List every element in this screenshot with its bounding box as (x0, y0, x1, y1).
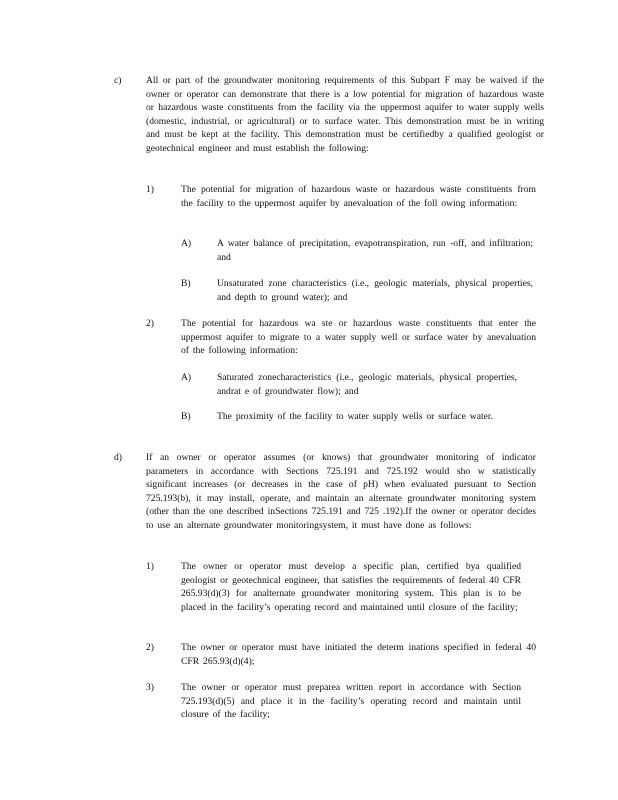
para-d-label: d) (114, 452, 122, 463)
para-c2-text: The potential for hazardous wa ste or hazardous waste constituents that enter the uppermost aquifer to migrate to a water supply well or surface water by anevaluation of the following information: (181, 318, 536, 357)
para-c-label: c) (114, 75, 122, 86)
para-d1-label: 1) (146, 561, 154, 572)
para-c1-text: The potential for migration of hazardous waste or hazardous waste constituents from the facility to the uppermost aquifer by anevaluation of the foll owing information: (181, 184, 536, 209)
para-c1b-text: Unsaturated zone characteristics (i.e., geologic materials, physical properties, and depth to ground water); and (217, 278, 533, 303)
para-c2-label: 2) (146, 318, 154, 329)
para-d2-text: The owner or operator must have initiated the determ inations specified in federal 40 CFR 265.93(d)(4); (181, 642, 536, 667)
para-c1a-label: A) (181, 238, 192, 249)
para-d3-text: The owner or operator must preparea written report in accordance with Section 725.193(d)(5) and place it in the facility’s operating record and maintain until closure of the facility; (181, 682, 521, 721)
para-d1-text: The owner or operator must develop a specific plan, certified bya qualified geologist or geotechnical engineer, that satisfies the requirements of federal 40 CFR 265.93(d)(3) for analternate groundwater monitoring system. This plan is to be placed in the facility’s operating record and maintained until closure of the facility; (181, 561, 521, 613)
para-d-text: If an owner or operator assumes (or knows) that groundwater monitoring of indicator parameters in accordance with Sections 725.191 and 725.192 would sho w statistically significant increases (or decreases in the case of pH) when evaluated pursuant to Section 725.193(b), it may install, operate, and maintain an alternate groundwater monitoring system (other than the one described inSections 725.191 and 725 .192).If the owner or operator decides to use an alternate groundwater monitoringsystem, it must have done as follows: (146, 452, 536, 531)
para-c2a-label: A) (181, 372, 192, 383)
para-c2b-text: The proximity of the facility to water supply wells or surface water. (217, 411, 493, 422)
para-c-text: All or part of the groundwater monitoring requirements of this Subpart F may be waived if the owner or operator can demonstrate that there is a low potential for migration of hazardous waste or hazardous waste constituents from the facility via the uppermost aquifer to water supply wells (domestic, industrial, or agricultural) or to surface water. This demonstration must be in writing and must be kept at the facility. This demonstration must be certifiedby a qualified geologist or geotechnical engineer and must establish the following: (146, 75, 544, 154)
para-c1a-text: A water balance of precipitation, evapotranspiration, run -off, and infiltration; and (217, 238, 533, 263)
para-c2b-label: B) (181, 411, 191, 422)
para-c1-label: 1) (146, 184, 154, 195)
para-c2a-text: Saturated zonecharacteristics (i.e., geologic materials, physical properties, andrat e of groundwater flow); and (217, 372, 517, 397)
para-d3-label: 3) (146, 682, 154, 693)
para-d2-label: 2) (146, 642, 154, 653)
para-c1b-label: B) (181, 278, 191, 289)
